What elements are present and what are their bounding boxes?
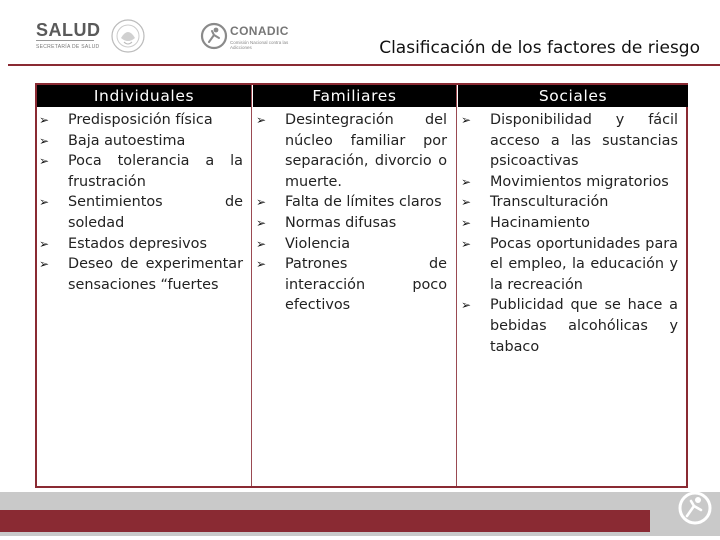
national-seal-icon — [110, 16, 146, 56]
list-item — [459, 192, 678, 213]
column-divider — [251, 85, 252, 486]
salud-logo-divider — [36, 40, 94, 41]
individuales-list — [37, 110, 243, 295]
salud-logo-subtitle: SECRETARÍA DE SALUD — [36, 44, 100, 50]
salud-logo-word: SALUD — [36, 20, 101, 40]
list-item-text: Baja autoestima — [68, 132, 186, 149]
conadic-logo-subtitle: Comisión Nacional contra las Adicciones — [230, 40, 289, 50]
list-item-text: Publicidad que se hace a bebidas alcohólicas y tabaco — [490, 297, 678, 355]
list-item — [459, 295, 678, 357]
list-item-text: Disponibilidad y fácil acceso a las sustancias psicoactivas — [490, 112, 678, 170]
list-item — [459, 110, 678, 172]
list-item-text: Violencia — [285, 235, 351, 252]
arrow-right-icon: ➢ — [256, 257, 267, 272]
list-item-text: Pocas oportunidades para el empleo, la educación y la recreación — [490, 235, 678, 293]
arrow-right-icon: ➢ — [256, 113, 267, 127]
column-divider — [456, 85, 457, 486]
conadic-logo-word: CONADIC — [230, 24, 289, 38]
arrow-right-icon: ➢ — [461, 298, 472, 313]
list-item-text: Poca tolerancia a la frustración — [68, 153, 243, 190]
list-item — [254, 213, 447, 234]
arrow-right-icon: ➢ — [39, 195, 50, 210]
column-header-sociales: Sociales — [458, 85, 688, 107]
arrow-right-icon: ➢ — [461, 174, 472, 189]
list-item — [459, 172, 678, 193]
arrow-right-icon: ➢ — [39, 113, 50, 127]
arrow-right-icon: ➢ — [39, 257, 50, 272]
list-item — [37, 131, 243, 152]
list-item-text: Transculturación — [490, 194, 609, 211]
list-item — [459, 213, 678, 234]
arrow-right-icon: ➢ — [461, 195, 472, 210]
arrow-right-icon: ➢ — [461, 236, 472, 251]
risk-factors-table — [35, 83, 688, 488]
list-item-text: Estados depresivos — [68, 235, 207, 252]
column-header-familiares: Familiares — [253, 85, 456, 107]
sociales-list — [459, 110, 678, 357]
arrow-right-icon: ➢ — [461, 215, 472, 230]
arrow-right-icon: ➢ — [461, 113, 472, 127]
list-item-text: Desintegración del núcleo familiar por separación, divorcio o muerte. — [285, 112, 447, 190]
arrow-right-icon: ➢ — [256, 236, 267, 251]
list-item-text: Hacinamiento — [490, 214, 590, 231]
conadic-logo — [198, 20, 308, 52]
list-item-text: Falta de límites claros — [285, 194, 442, 211]
list-item — [37, 151, 243, 192]
footer-accent-bar — [0, 510, 650, 532]
list-item — [254, 254, 447, 316]
arrow-right-icon: ➢ — [39, 236, 50, 251]
list-item — [37, 234, 243, 255]
list-item — [37, 110, 243, 131]
list-item-text: Normas difusas — [285, 214, 397, 231]
list-item-text: Movimientos migratorios — [490, 173, 669, 190]
conadic-footer-icon — [674, 489, 716, 527]
list-item-text: Sentimientos de soledad — [68, 194, 243, 231]
list-item-text: Predisposición física — [68, 112, 213, 128]
conadic-emblem-icon — [200, 22, 228, 50]
list-item — [37, 192, 243, 233]
arrow-right-icon: ➢ — [39, 133, 50, 148]
list-item — [37, 254, 243, 295]
column-header-individuales: Individuales — [37, 85, 251, 107]
arrow-right-icon: ➢ — [256, 195, 267, 210]
list-item-text: Deseo de experimentar sensaciones “fuertes — [68, 256, 243, 293]
title-divider — [8, 64, 720, 66]
arrow-right-icon: ➢ — [39, 154, 50, 169]
salud-logo — [28, 18, 108, 54]
list-item — [254, 110, 447, 192]
list-item — [459, 234, 678, 296]
list-item — [254, 192, 447, 213]
page-title: Clasificación de los factores de riesgo — [379, 38, 700, 58]
list-item-text: Patrones de interacción poco efectivos — [285, 256, 447, 314]
list-item — [254, 234, 447, 255]
familiares-list — [254, 110, 447, 316]
arrow-right-icon: ➢ — [256, 215, 267, 230]
